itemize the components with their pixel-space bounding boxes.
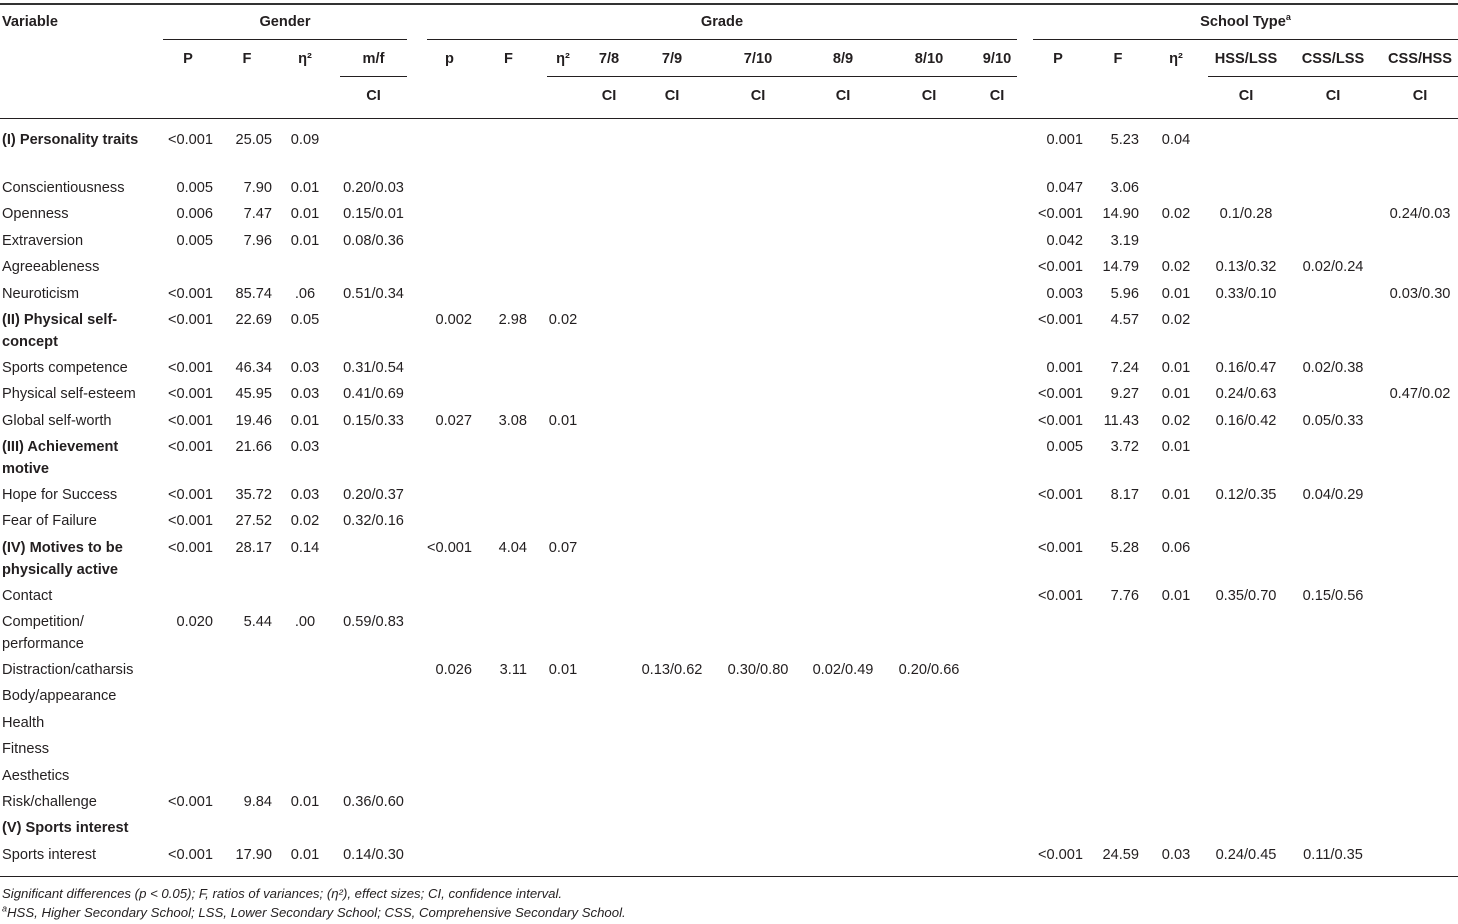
gender-col-header: P — [183, 51, 193, 67]
gender-cell: 19.46 — [235, 413, 272, 429]
gender-cell: 0.36/0.60 — [343, 794, 404, 810]
gender-cell: 27.52 — [235, 513, 272, 529]
row-label: Extraversion — [2, 233, 84, 249]
gender-col-header: m/f — [362, 51, 385, 67]
school-cell: 9.27 — [1110, 386, 1139, 402]
school-cell: 5.28 — [1110, 540, 1139, 556]
school-cell: 3.19 — [1110, 233, 1139, 249]
gender-cell: 0.15/0.33 — [343, 413, 404, 429]
grade-col-header: 8/10 — [914, 51, 944, 67]
gender-cell: 0.09 — [290, 132, 320, 148]
school-cell: 0.11/0.35 — [1303, 847, 1363, 863]
bottom-rule — [0, 876, 1458, 877]
row-label: Conscientiousness — [2, 180, 125, 196]
gender-col-header: η² — [298, 51, 312, 67]
gender-cell: <0.001 — [167, 386, 213, 402]
gender-cell: <0.001 — [167, 847, 213, 863]
school-cell: 0.001 — [1046, 360, 1083, 376]
school-cell: <0.001 — [1037, 386, 1083, 402]
gender-cell: 0.20/0.37 — [343, 487, 404, 503]
school-cell: 4.57 — [1110, 312, 1139, 328]
gender-cell: 22.69 — [235, 312, 272, 328]
gender-cell: 85.74 — [235, 286, 272, 302]
grade-col-header: 8/9 — [832, 51, 854, 67]
school-cell: 0.33/0.10 — [1215, 286, 1277, 302]
row-label: Health — [2, 715, 45, 731]
school-cell: 0.001 — [1046, 132, 1083, 148]
school-cell: <0.001 — [1037, 312, 1083, 328]
row-label: Body/appearance — [2, 688, 117, 704]
grade-cell: 0.002 — [435, 312, 472, 328]
gender-cell: 21.66 — [235, 439, 272, 455]
school-cell: 0.1/0.28 — [1219, 206, 1273, 222]
grade-cell: 0.027 — [435, 413, 472, 429]
school-cell: 0.06 — [1161, 540, 1191, 556]
gender-cell: 0.05 — [290, 312, 320, 328]
gender-cell: 5.44 — [243, 614, 272, 630]
school-cell: 0.005 — [1046, 439, 1083, 455]
gender-cell: 0.005 — [176, 233, 213, 249]
grade-span-rule — [427, 39, 1017, 40]
mf-rule — [340, 76, 407, 77]
school-cell: 0.02/0.24 — [1302, 259, 1364, 275]
gender-cell: 0.03 — [290, 386, 320, 402]
row-label: Competition/ performance — [2, 614, 84, 652]
grade-cell: 4.04 — [498, 540, 527, 556]
school-cell: <0.001 — [1037, 847, 1083, 863]
school-cell: 0.02 — [1161, 259, 1191, 275]
school-cell: <0.001 — [1037, 588, 1083, 604]
grade-cell: 2.98 — [498, 312, 527, 328]
gender-cell: 0.14 — [290, 540, 320, 556]
grade-cell: 0.01 — [548, 662, 578, 678]
gender-cell: 0.020 — [176, 614, 213, 630]
gender-cell: 46.34 — [235, 360, 272, 376]
header-school-type: School Type$^a$ — [1200, 12, 1291, 30]
grade-cell: 0.026 — [435, 662, 472, 678]
school-cell: 0.02/0.38 — [1302, 360, 1364, 376]
school-cell: 0.24/0.03 — [1389, 206, 1451, 222]
grade-col-header: 7/8 — [598, 51, 620, 67]
ci-header: CI — [835, 88, 851, 104]
school-cell: 24.59 — [1102, 847, 1139, 863]
ci-header: CI — [664, 88, 680, 104]
row-label: Risk/challenge — [2, 794, 97, 810]
school-col-header: CSS/LSS — [1301, 51, 1365, 67]
header-gender: Gender — [259, 14, 311, 30]
gender-cell: 0.006 — [176, 206, 213, 222]
school-cell: 0.16/0.47 — [1215, 360, 1277, 376]
section-label: (II) Physical self-concept — [2, 312, 118, 350]
row-label: Sports interest — [2, 847, 97, 863]
ci-header: CI — [1238, 88, 1254, 104]
gender-cell: <0.001 — [167, 439, 213, 455]
school-cell: 7.76 — [1110, 588, 1139, 604]
header-grade: Grade — [700, 14, 744, 30]
school-cell: 0.01 — [1161, 360, 1191, 376]
gender-cell: <0.001 — [167, 312, 213, 328]
school-cell: 0.01 — [1161, 588, 1191, 604]
grade-cell: 0.02 — [548, 312, 578, 328]
grade-ci-rule — [547, 76, 1017, 77]
school-cell: 0.02 — [1161, 312, 1191, 328]
school-ci-rule — [1208, 76, 1458, 77]
school-cell: <0.001 — [1037, 413, 1083, 429]
gender-cell: 0.51/0.34 — [343, 286, 404, 302]
gender-cell: 0.01 — [290, 180, 320, 196]
school-col-header: F — [1113, 51, 1123, 67]
gender-cell: 0.08/0.36 — [343, 233, 404, 249]
grade-col-header: η² — [556, 51, 570, 67]
gender-span-rule — [163, 39, 407, 40]
school-cell: 0.042 — [1046, 233, 1083, 249]
row-label: Agreeableness — [2, 259, 100, 275]
section-label: (III) Achievement motive — [2, 439, 119, 477]
school-cell: 0.02 — [1161, 413, 1191, 429]
school-cell: 0.03 — [1161, 847, 1191, 863]
ci-header: CI — [989, 88, 1005, 104]
ci-header: CI — [750, 88, 766, 104]
grade-cell: 0.07 — [548, 540, 578, 556]
row-label: Sports competence — [2, 360, 128, 376]
school-cell: 0.04/0.29 — [1302, 487, 1364, 503]
gender-cell: 0.03 — [290, 487, 320, 503]
school-cell: 0.01 — [1161, 386, 1191, 402]
school-cell: 11.43 — [1103, 413, 1139, 429]
grade-col-header: p — [445, 51, 454, 67]
school-cell: 0.12/0.35 — [1215, 487, 1277, 503]
school-cell: 0.003 — [1046, 286, 1083, 302]
school-cell: 0.047 — [1046, 180, 1083, 196]
grade-cell: 3.11 — [499, 662, 527, 678]
school-cell: 0.24/0.63 — [1215, 386, 1277, 402]
row-label: Global self-worth — [2, 413, 112, 429]
header-bottom-rule — [0, 118, 1458, 119]
row-label: Aesthetics — [2, 768, 70, 784]
gender-cell: 0.02 — [290, 513, 320, 529]
ci-header: CI — [921, 88, 937, 104]
gender-cell: 0.03 — [290, 360, 320, 376]
gender-cell: <0.001 — [167, 540, 213, 556]
school-cell: 0.04 — [1161, 132, 1191, 148]
school-cell: <0.001 — [1037, 206, 1083, 222]
school-cell: 7.24 — [1110, 360, 1139, 376]
gender-cell: 45.95 — [235, 386, 272, 402]
grade-cell: 0.13/0.62 — [641, 662, 703, 678]
school-cell: 3.72 — [1110, 439, 1139, 455]
gender-cell: 0.01 — [290, 847, 320, 863]
grade-cell: 0.30/0.80 — [727, 662, 789, 678]
gender-cell: <0.001 — [167, 413, 213, 429]
gender-cell: 0.15/0.01 — [343, 206, 404, 222]
row-label: Physical self-esteem — [2, 386, 136, 402]
row-label: Openness — [2, 206, 69, 222]
ci-header: CI — [366, 88, 381, 104]
section-label: (IV) Motives to be physically active — [2, 540, 123, 578]
grade-cell: 0.20/0.66 — [898, 662, 960, 678]
gender-cell: 7.96 — [243, 233, 272, 249]
school-cell: 0.03/0.30 — [1389, 286, 1451, 302]
gender-cell: <0.001 — [167, 487, 213, 503]
school-cell: 0.13/0.32 — [1215, 259, 1277, 275]
footnote-1: Significant differences (p < 0.05); F, ratios of variances; (η²), effect sizes; CI, confidence interval. — [2, 886, 563, 901]
school-cell: <0.001 — [1037, 259, 1083, 275]
row-label: Contact — [2, 588, 53, 604]
grade-col-header: 7/10 — [743, 51, 773, 67]
footnote-2: $^a$HSS, Higher Secondary School; LSS, Lower Secondary School; CSS, Comprehensive Secondary School. — [2, 903, 626, 920]
row-label: Fear of Failure — [2, 513, 97, 529]
section-label: (I) Personality traits — [2, 132, 139, 148]
school-span-rule — [1033, 39, 1458, 40]
school-cell: 0.24/0.45 — [1215, 847, 1277, 863]
gender-cell: 0.01 — [290, 233, 320, 249]
gender-cell: 35.72 — [235, 487, 272, 503]
top-rule — [0, 3, 1458, 5]
grade-cell: <0.001 — [427, 540, 473, 556]
gender-cell: <0.001 — [167, 513, 213, 529]
grade-col-header: F — [504, 51, 513, 67]
grade-col-header: 7/9 — [661, 51, 683, 67]
school-col-header: CSS/HSS — [1387, 51, 1453, 67]
school-cell: <0.001 — [1037, 487, 1083, 503]
school-cell: 0.05/0.33 — [1302, 413, 1364, 429]
school-cell: 0.01 — [1161, 286, 1191, 302]
school-col-header: HSS/LSS — [1214, 51, 1278, 67]
ci-header: CI — [601, 88, 617, 104]
gender-cell: <0.001 — [167, 794, 213, 810]
gender-col-header: F — [242, 51, 252, 67]
school-cell: 5.23 — [1110, 132, 1139, 148]
gender-cell: 0.005 — [176, 180, 213, 196]
gender-cell: <0.001 — [167, 360, 213, 376]
row-label: Fitness — [2, 741, 50, 757]
row-label: Distraction/catharsis — [2, 662, 134, 678]
school-cell: 8.17 — [1110, 487, 1139, 503]
school-cell: 0.15/0.56 — [1302, 588, 1364, 604]
school-cell: 3.06 — [1110, 180, 1139, 196]
gender-cell: <0.001 — [167, 132, 213, 148]
grade-col-header: 9/10 — [982, 51, 1012, 67]
grade-cell: 0.02/0.49 — [812, 662, 874, 678]
gender-cell: 0.20/0.03 — [343, 180, 404, 196]
gender-cell: 28.17 — [235, 540, 272, 556]
school-cell: 5.96 — [1110, 286, 1139, 302]
school-cell: <0.001 — [1037, 540, 1083, 556]
gender-cell: 0.31/0.54 — [343, 360, 404, 376]
school-cell: 0.35/0.70 — [1215, 588, 1277, 604]
school-cell: 0.47/0.02 — [1389, 386, 1451, 402]
ci-header: CI — [1325, 88, 1341, 104]
gender-cell: 17.90 — [235, 847, 272, 863]
school-cell: 0.02 — [1161, 206, 1191, 222]
section-label: (V) Sports interest — [2, 820, 129, 836]
school-cell: 0.16/0.42 — [1215, 413, 1277, 429]
row-label: Neuroticism — [2, 286, 80, 302]
gender-cell: 0.01 — [290, 413, 320, 429]
gender-cell: 0.32/0.16 — [343, 513, 404, 529]
school-cell: 14.90 — [1102, 206, 1139, 222]
gender-cell: <0.001 — [167, 286, 213, 302]
school-cell: 0.01 — [1161, 439, 1191, 455]
school-cell: 0.01 — [1161, 487, 1191, 503]
gender-cell: 7.47 — [243, 206, 272, 222]
header-variable: Variable — [2, 14, 58, 30]
gender-cell: 0.59/0.83 — [343, 614, 404, 630]
grade-cell: 0.01 — [548, 413, 578, 429]
gender-cell: 7.90 — [243, 180, 272, 196]
ci-header: CI — [1412, 88, 1428, 104]
gender-cell: 9.84 — [243, 794, 272, 810]
gender-cell: 0.03 — [290, 439, 320, 455]
school-col-header: η² — [1169, 51, 1183, 67]
gender-cell: 0.01 — [290, 794, 320, 810]
school-col-header: P — [1053, 51, 1063, 67]
gender-cell: .06 — [294, 286, 316, 302]
gender-cell: 0.01 — [290, 206, 320, 222]
gender-cell: 25.05 — [235, 132, 272, 148]
row-label: Hope for Success — [2, 487, 118, 503]
gender-cell: 0.41/0.69 — [343, 386, 404, 402]
school-cell: 14.79 — [1102, 259, 1139, 275]
gender-cell: .00 — [294, 614, 316, 630]
gender-cell: 0.14/0.30 — [343, 847, 404, 863]
grade-cell: 3.08 — [498, 413, 527, 429]
